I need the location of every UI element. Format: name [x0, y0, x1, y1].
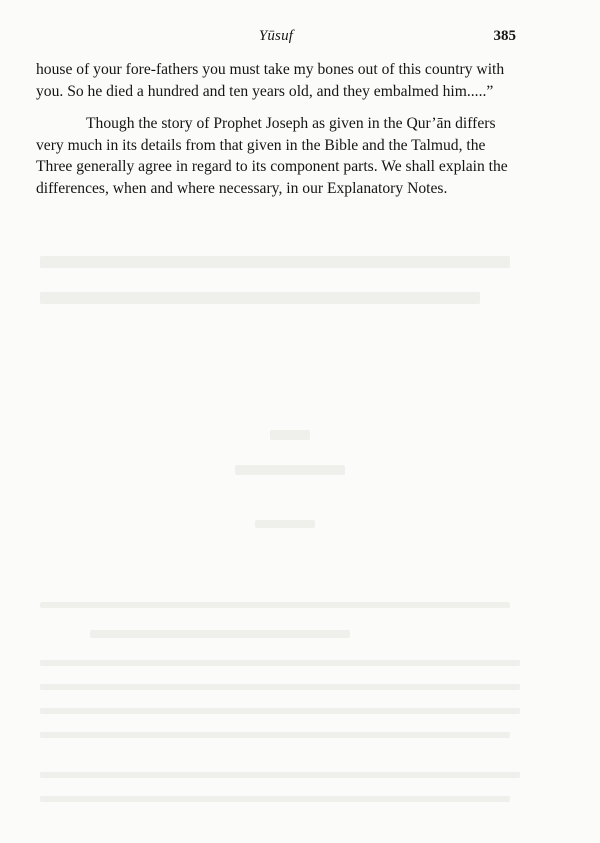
- page-number: 385: [493, 28, 516, 44]
- show-through-mark: [40, 292, 480, 304]
- show-through-mark: [40, 602, 510, 608]
- show-through-mark: [235, 465, 345, 475]
- show-through-mark: [40, 660, 520, 666]
- paragraph: Though the story of Prophet Joseph as given in the Qur’ān differs very much in its details from that given in the Bible and the Talmud, the Three generally agree in regard to its component parts. We shall explain the differences, when and where necessary, in our Explanatory Notes.: [36, 115, 508, 197]
- show-through-mark: [270, 430, 310, 440]
- body-text: [36, 59, 518, 199]
- show-through-mark: [40, 256, 510, 268]
- paragraph-continuation: house of your fore-fathers you must take my bones out of this country with you. So he died a hundred and ten years old, and they embalmed him.....”: [36, 61, 505, 100]
- show-through-mark: [40, 684, 520, 690]
- running-header: [36, 28, 516, 48]
- show-through-mark: [255, 520, 315, 528]
- show-through-mark: [90, 630, 350, 638]
- show-through-mark: [40, 708, 520, 714]
- show-through-mark: [40, 732, 510, 738]
- running-title: Yūsuf: [258, 28, 294, 44]
- show-through-mark: [40, 796, 510, 802]
- show-through-mark: [40, 772, 520, 778]
